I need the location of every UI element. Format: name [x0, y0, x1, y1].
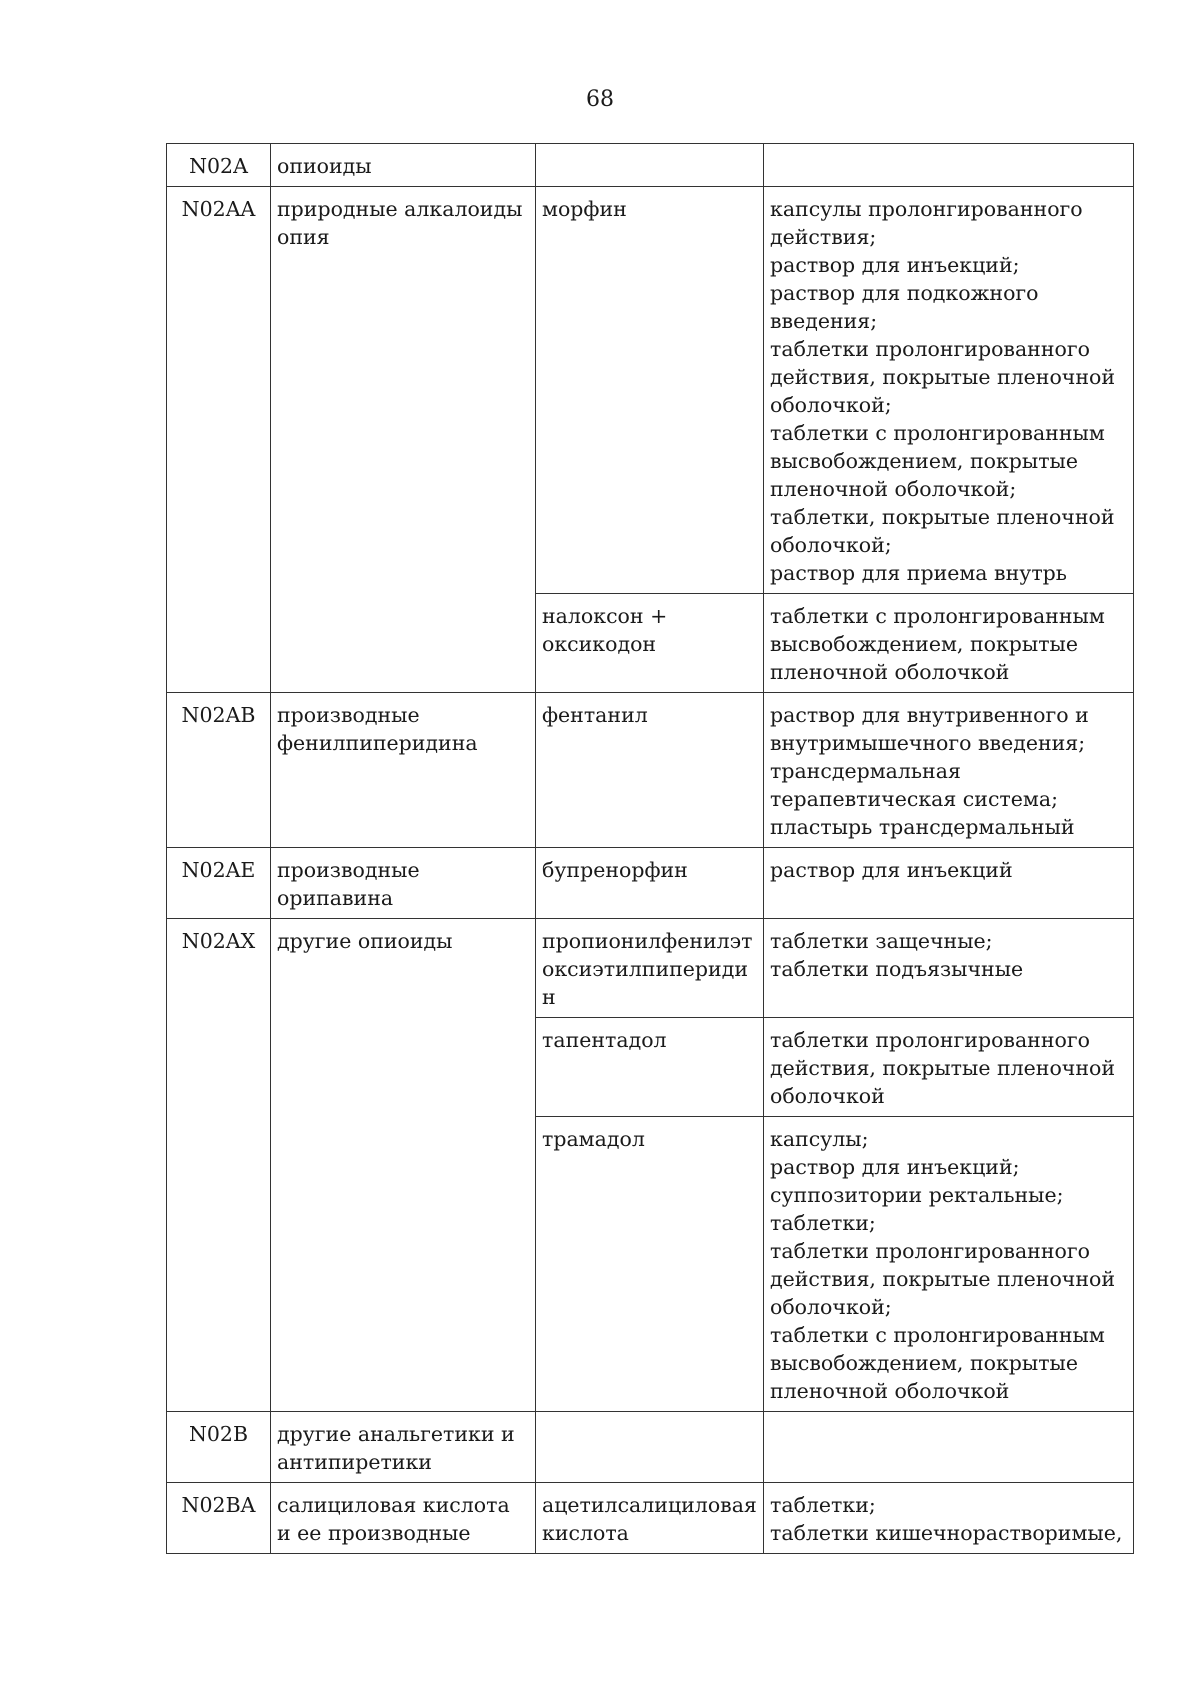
dosage-forms: таблетки с пролонгированным высвобождением, покрытые пленочной оболочкой [764, 594, 1134, 693]
drug-name: трамадол [536, 1117, 764, 1412]
drug-name [536, 144, 764, 187]
drug-name [536, 1412, 764, 1483]
dosage-forms: раствор для внутривенного и внутримышечного введения; трансдермальная терапевтическая система; пластырь трансдермальный [764, 693, 1134, 848]
page-number: 68 [586, 87, 614, 112]
dosage-forms: таблетки; таблетки кишечнорастворимые, [764, 1483, 1134, 1554]
table-row [167, 144, 1134, 187]
dosage-forms [764, 1412, 1134, 1483]
atc-code: N02AX [167, 919, 271, 1412]
dosage-forms: таблетки пролонгированного действия, покрытые пленочной оболочкой [764, 1018, 1134, 1117]
group-name: другие анальгетики и антипиретики [271, 1412, 536, 1483]
dosage-forms: капсулы; раствор для инъекций; суппозитории ректальные; таблетки; таблетки пролонгированного действия, покрытые пленочной оболочкой; таблетки с пролонгированным высвобождением, покрытые пленочной оболочкой [764, 1117, 1134, 1412]
dosage-forms: капсулы пролонгированного действия; раствор для инъекций; раствор для подкожного введения; таблетки пролонгированного действия, покрытые пленочной оболочкой; таблетки с пролонгированным высвобождением, покрытые пленочной оболочкой; таблетки, покрытые пленочной оболочкой; раствор для приема внутрь [764, 187, 1134, 594]
drug-name: морфин [536, 187, 764, 594]
group-name: салициловая кислота и ее производные [271, 1483, 536, 1554]
group-name: производные фенилпиперидина [271, 693, 536, 848]
atc-code: N02AB [167, 693, 271, 848]
group-name: производные орипавина [271, 848, 536, 919]
table-row [167, 1483, 1134, 1554]
drug-name: фентанил [536, 693, 764, 848]
table-row [167, 187, 1134, 594]
group-name: другие опиоиды [271, 919, 536, 1412]
dosage-forms [764, 144, 1134, 187]
drug-name: пропионилфенилэтоксиэтилпиперидин [536, 919, 764, 1018]
drug-name: ацетилсалициловая кислота [536, 1483, 764, 1554]
group-name: опиоиды [271, 144, 536, 187]
atc-code: N02AA [167, 187, 271, 693]
table-row [167, 848, 1134, 919]
drug-name: бупренорфин [536, 848, 764, 919]
table-row [167, 919, 1134, 1018]
dosage-forms: раствор для инъекций [764, 848, 1134, 919]
atc-code: N02BA [167, 1483, 271, 1554]
atc-code: N02A [167, 144, 271, 187]
table-row [167, 693, 1134, 848]
drug-name: тапентадол [536, 1018, 764, 1117]
atc-code: N02B [167, 1412, 271, 1483]
drug-table [166, 143, 1134, 1554]
dosage-forms: таблетки защечные; таблетки подъязычные [764, 919, 1134, 1018]
atc-code: N02AE [167, 848, 271, 919]
group-name: природные алкалоиды опия [271, 187, 536, 693]
drug-name: налоксон + оксикодон [536, 594, 764, 693]
table-row [167, 1412, 1134, 1483]
